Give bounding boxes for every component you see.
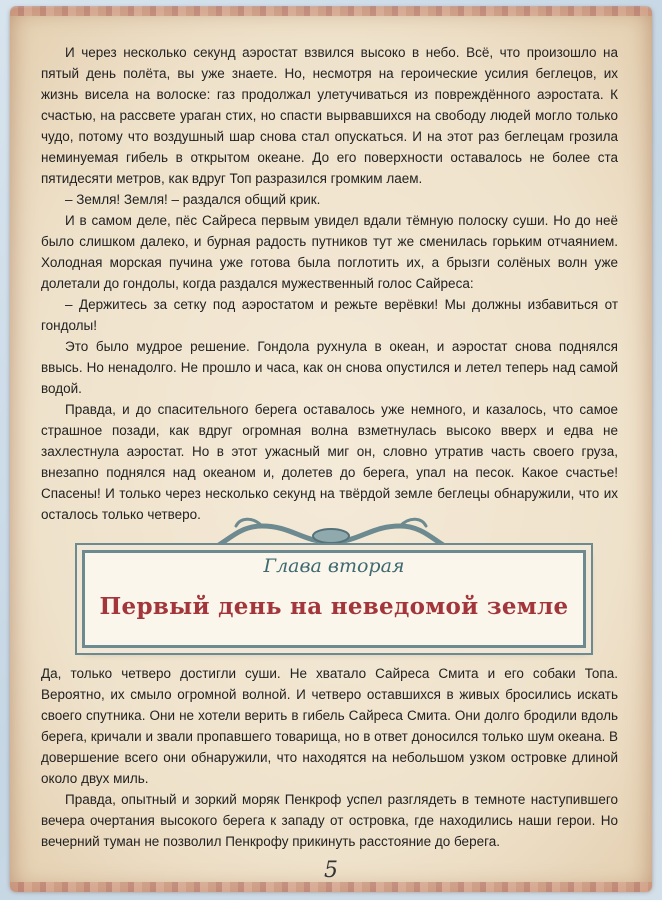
page-number: 5 bbox=[324, 858, 338, 883]
paragraph: Да, только четверо достигли суши. Не хватало Сайреса Смита и его собаки Топа. Вероятно, их смыло огромной волной. И четверо оставшихся в живых бросились искать своего спутника. Они не хотели верить в гибель Сайреса Смита. Они долго бродили вдоль берега, кричали и звали пропавшего товарища, но в ответ доносился только шум океана. В довершение всего они обнаружили, что находятся на небольшом узком островке длиной около двух миль. bbox=[41, 666, 618, 786]
text-block-bottom bbox=[41, 663, 618, 852]
text-block-top bbox=[41, 42, 618, 525]
chapter-heading-frame bbox=[82, 550, 586, 648]
parchment-torn-edge-top bbox=[10, 6, 652, 16]
paragraph: Это было мудрое решение. Гондола рухнула в океан, и аэростат снова поднялся ввысь. Но ненадолго. Не прошло и часа, как он снова опустился и летел теперь над самой водой. bbox=[41, 339, 618, 396]
paragraph: И в самом деле, пёс Сайреса первым увидел вдали тёмную полоску суши. Но до неё было слишком далеко, и бурная радость путников тут же сменилась горьким отчаянием. Холодная морская пучина уже готова была поглотить их, а брызги солёных волн уже долетали до гондолы, когда раздался мужественный голос Сайреса: bbox=[41, 213, 618, 291]
paragraph: Правда, и до спасительного берега оставалось уже немного, и казалось, что самое страшное позади, как вдруг огромная волна взметнулась высоко вверх и едва не захлестнула аэростат. Но в этот ужасный миг он, словно утратив часть своего груза, внезапно поднялся над океаном и, долетев до берега, упал на песок. Какое счастье! Спасены! И только через несколько секунд на твёрдой земле беглецы обнаружили, что их осталось только четверо. bbox=[41, 402, 618, 522]
paragraph: – Держитесь за сетку под аэростатом и режьте верёвки! Мы должны избавиться от гондолы! bbox=[41, 297, 618, 333]
paragraph: И через несколько секунд аэростат взвился высоко в небо. Всё, что произошло на пятый день полёта, вы уже знаете. Но, несмотря на героические усилия беглецов, их жизнь висела на волоске: газ продолжал улетучиваться из повреждённого аэростата. К счастью, на рассвете ураган стих, но спасти вырвавшихся на свободу людей могло только чудо, потому что воздушный шар снова стал опускаться. И на этот раз беглецам грозила неминуемая гибель в открытом океане. До его поверхности оставалось не более ста пятидесяти метров, как вдруг Топ разразился громким лаем. bbox=[41, 45, 618, 186]
paragraph: – Земля! Земля! – раздался общий крик. bbox=[65, 192, 321, 207]
chapter-title: Первый день на неведомой земле bbox=[99, 593, 569, 620]
parchment-torn-edge-bottom bbox=[10, 882, 652, 892]
paragraph: Правда, опытный и зоркий моряк Пенкроф успел разглядеть в темноте наступившего вечера очертания высокого берега к западу от островка, где находились наши герои. Но вечерний туман не позволил Пенкрофу прикинуть расстояние до берега. bbox=[41, 792, 618, 849]
chapter-subtitle: Глава вторая bbox=[263, 555, 405, 577]
